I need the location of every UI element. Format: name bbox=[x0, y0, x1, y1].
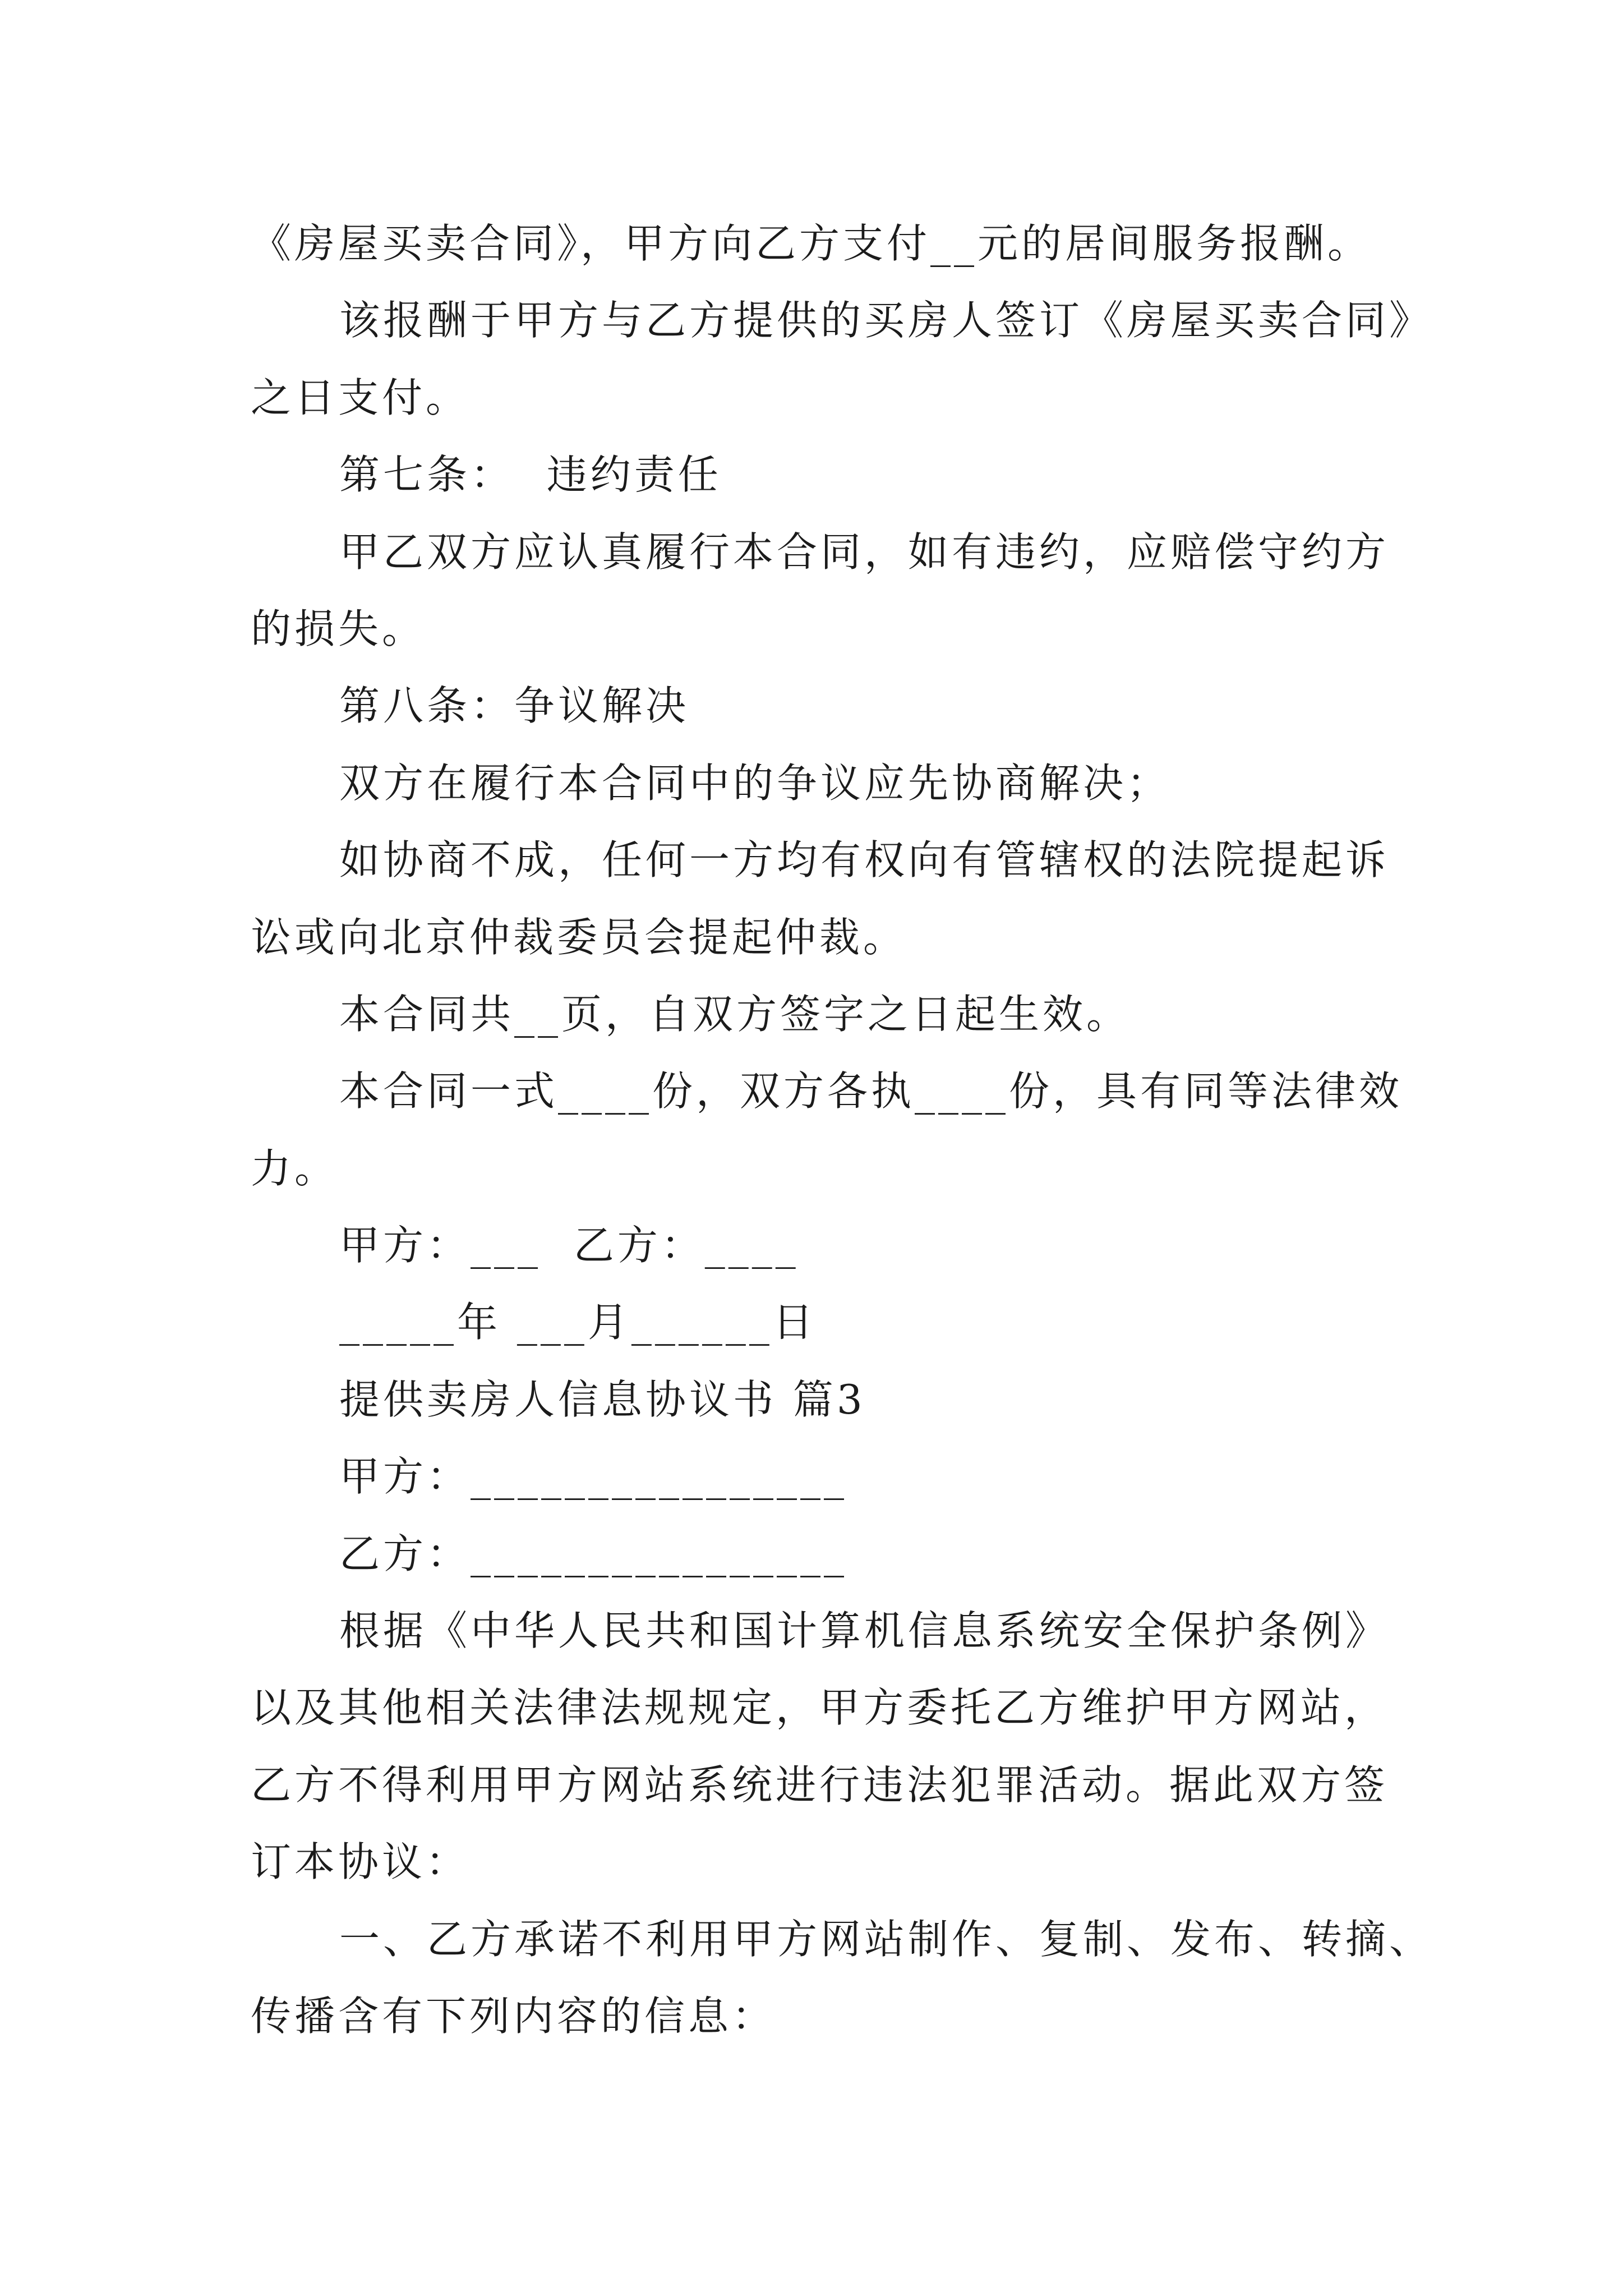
text-line: 之日支付。 bbox=[251, 374, 470, 421]
text-line: 一、乙方承诺不利用甲方网站制作、复制、发布、转摘、 bbox=[339, 1915, 1433, 1963]
text-line: 根据《中华人民共和国计算机信息系统安全保护条例》 bbox=[339, 1607, 1390, 1655]
text-line: 本合同共__页，自双方签字之日起生效。 bbox=[339, 990, 1131, 1038]
section-heading bbox=[251, 668, 1513, 744]
document-page bbox=[251, 205, 1513, 2055]
text-line: 第八条：争议解决 bbox=[339, 682, 690, 730]
text-line: 订本协议： bbox=[251, 1838, 470, 1886]
text-line: 乙方不得利用甲方网站系统进行违法犯罪活动。据此双方签 bbox=[251, 1761, 1389, 1809]
signature-line bbox=[251, 1207, 1513, 1284]
party-b-line bbox=[251, 1516, 1513, 1593]
text-line: 力。 bbox=[251, 1144, 339, 1192]
text-line: 如协商不成，任何一方均有权向有管辖权的法院提起诉 bbox=[339, 836, 1390, 884]
text-line: 本合同一式____份，双方各执____份，具有同等法律效 bbox=[339, 1068, 1403, 1115]
text-line: 甲方：________________ bbox=[339, 1453, 848, 1501]
paragraph bbox=[251, 745, 1513, 822]
text-line: 讼或向北京仲裁委员会提起仲裁。 bbox=[251, 913, 907, 961]
text-line: 甲方：___ 乙方：____ bbox=[339, 1222, 799, 1269]
text-line: 乙方：________________ bbox=[339, 1530, 848, 1577]
paragraph bbox=[251, 976, 1513, 1053]
text-line: 甲乙双方应认真履行本合同，如有违约，应赔偿守约方 bbox=[339, 528, 1390, 576]
party-a-line bbox=[251, 1438, 1513, 1515]
text-line: 的损失。 bbox=[251, 605, 426, 652]
text-line: 双方在履行本合同中的争议应先协商解决； bbox=[339, 759, 1171, 807]
text-line: 《房屋买卖合同》，甲方向乙方支付__元的居间服务报酬。 bbox=[251, 220, 1372, 267]
paragraph bbox=[251, 1901, 1513, 2055]
paragraph bbox=[251, 205, 1513, 282]
text-line: 以及其他相关法律法规规定，甲方委托乙方维护甲方网站， bbox=[251, 1684, 1389, 1732]
text-line: 提供卖房人信息协议书 篇3 bbox=[339, 1375, 866, 1423]
agreement-title bbox=[251, 1361, 1513, 1438]
text-line: _____年 ___月______日 bbox=[339, 1299, 817, 1346]
paragraph bbox=[251, 822, 1513, 976]
text-line: 传播含有下列内容的信息： bbox=[251, 1992, 776, 2040]
paragraph bbox=[251, 1053, 1513, 1207]
paragraph bbox=[251, 1593, 1513, 1901]
text-line: 第七条： 违约责任 bbox=[339, 451, 722, 499]
date-line bbox=[251, 1284, 1513, 1361]
paragraph bbox=[251, 282, 1513, 436]
text-line: 该报酬于甲方与乙方提供的买房人签订《房屋买卖合同》 bbox=[339, 297, 1433, 344]
section-heading bbox=[251, 436, 1513, 513]
paragraph bbox=[251, 514, 1513, 668]
